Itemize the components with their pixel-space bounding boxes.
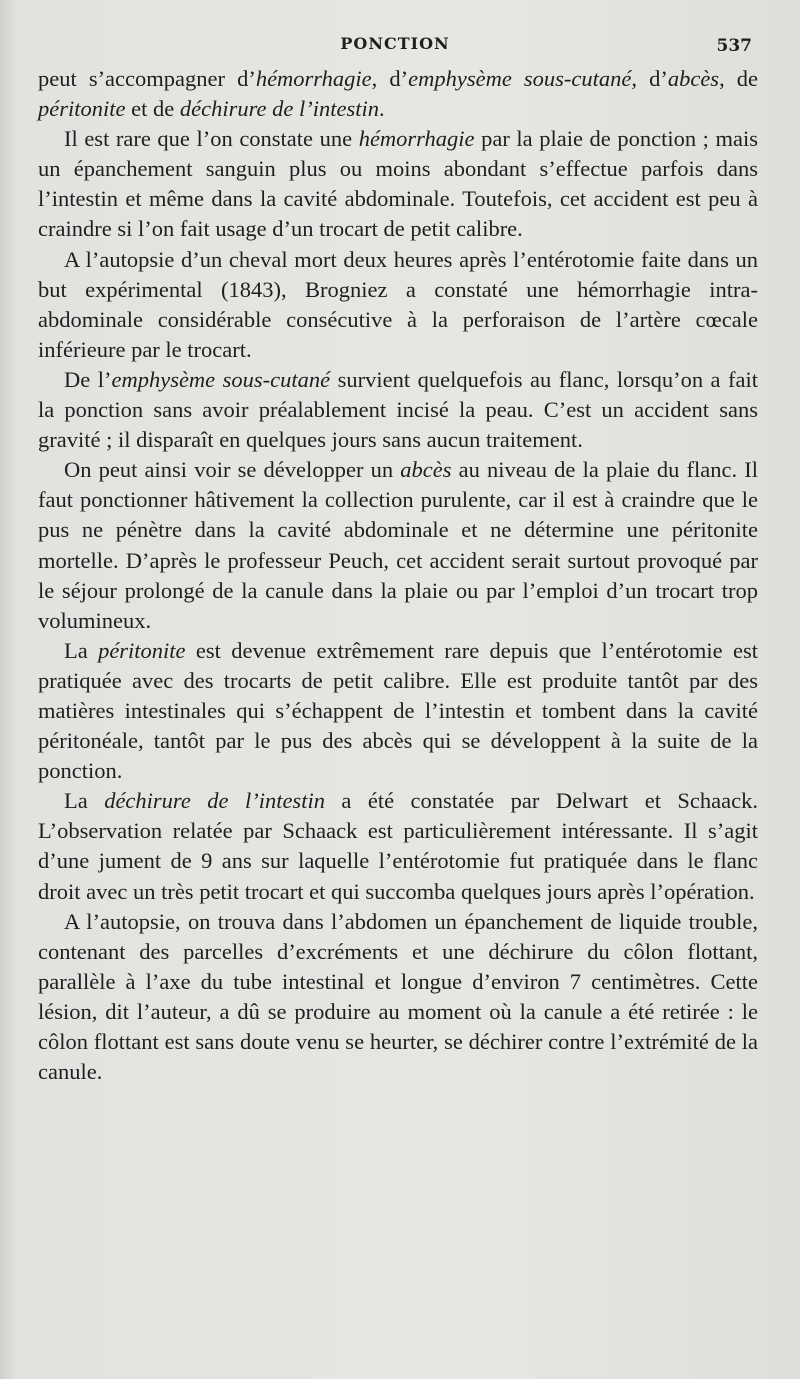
italic-term: déchirure de l’intestin	[104, 788, 325, 814]
text-segment: , d’	[371, 66, 409, 91]
text-segment: De l’	[64, 366, 112, 392]
paragraph-3	[38, 245, 758, 365]
text-segment: est devenue extrêmement rare depuis que l’entérotomie est pratiquée avec des trocarts de petit calibre. Elle est produite tantôt par des matières intestinales qui s’échappent de l’intestin et tombent dans la cavité péritonéale, tantôt par le pus des abcès qui se développent à la suite de la ponction.	[38, 637, 758, 784]
page-header	[38, 34, 752, 60]
page-number: 537	[716, 36, 752, 56]
text-segment: survient quelquefois au flanc, lorsqu’on a fait la ponction sans avoir préalablement incisé la peau. C’est un accident sans gravité ; il disparaît en quelques jours sans aucun traitement.	[38, 366, 758, 453]
text-segment: et de	[125, 96, 180, 122]
text-segment: .	[378, 96, 385, 122]
paragraph-4	[38, 365, 758, 455]
italic-term: péritonite	[38, 96, 126, 122]
text-segment: On peut ainsi voir se développer un	[64, 457, 401, 483]
paragraph-6	[38, 636, 758, 786]
text-segment: par la plaie de ponction ; mais un épanchement sanguin plus ou moins abondant s’effectue parfois dans l’intestin et même dans la cavité abdominale. Toutefois, cet accident est peu à craindre si l’on fait usage d’un trocart de petit calibre.	[38, 126, 758, 242]
text-segment: au niveau de la plaie du flanc. Il faut ponctionner hâtivement la collection purulente, car il est à craindre que le pus ne pénètre dans la cavité abdominale et ne détermine une péritonite mortelle. D’après le professeur Peuch, cet accident serait surtout provoqué par le séjour prolongé de la canule dans la plaie ou par l’emploi d’un trocart trop volumineux.	[38, 457, 758, 633]
paragraph-1	[38, 64, 758, 124]
paragraph-5	[38, 455, 758, 636]
paragraph-8	[38, 907, 758, 1088]
text-segment: a été constatée par Delwart et Schaack. L’observation relatée par Schaack est particulièrement intéressante. Il s’agit d’une jument de 9 ans sur laquelle l’entérotomie fut pratiquée dans le flanc droit avec un très petit trocart et qui succomba quelques jours après l’opération.	[38, 788, 759, 904]
text-segment: La	[64, 637, 99, 663]
paragraph-2	[38, 124, 758, 244]
text-segment: , d’	[631, 66, 668, 91]
italic-term: péritonite	[98, 637, 186, 663]
text-segment: peut s’accompagner d’	[38, 66, 256, 91]
text-segment: La	[64, 788, 105, 814]
text-segment: , de	[719, 66, 758, 91]
running-title: PONCTION	[340, 34, 450, 53]
italic-term: déchirure de l’intestin	[179, 96, 379, 122]
italic-term: emphysème sous-cutané	[408, 66, 632, 91]
body-text	[38, 64, 758, 1087]
italic-term: hémorrhagie	[255, 66, 372, 91]
paragraph-7	[38, 786, 758, 906]
italic-term: hémorrhagie	[358, 126, 475, 152]
text-segment: A l’autopsie d’un cheval mort deux heures après l’entérotomie faite dans un but expérimental (1843), Brogniez a constaté une hémorrhagie intra-abdominale considérable consécutive à la perforaison de l’artère cœcale inférieure par le trocart.	[38, 246, 758, 362]
text-segment: A l’autopsie, on trouva dans l’abdomen un épanchement de liquide trouble, contenant des parcelles d’excréments et une déchirure du côlon flottant, parallèle à l’axe du tube intestinal et longue d’environ 7 centimètres. Cette lésion, dit l’auteur, a dû se produire au moment où la canule a été retirée : le côlon flottant est sans doute venu se heurter, se déchirer contre l’extrémité de la canule.	[38, 908, 758, 1085]
italic-term: abcès	[667, 66, 720, 91]
italic-term: abcès	[400, 457, 452, 483]
italic-term: emphysème sous-cutané	[111, 366, 331, 392]
text-segment: Il est rare que l’on constate une	[64, 126, 359, 152]
